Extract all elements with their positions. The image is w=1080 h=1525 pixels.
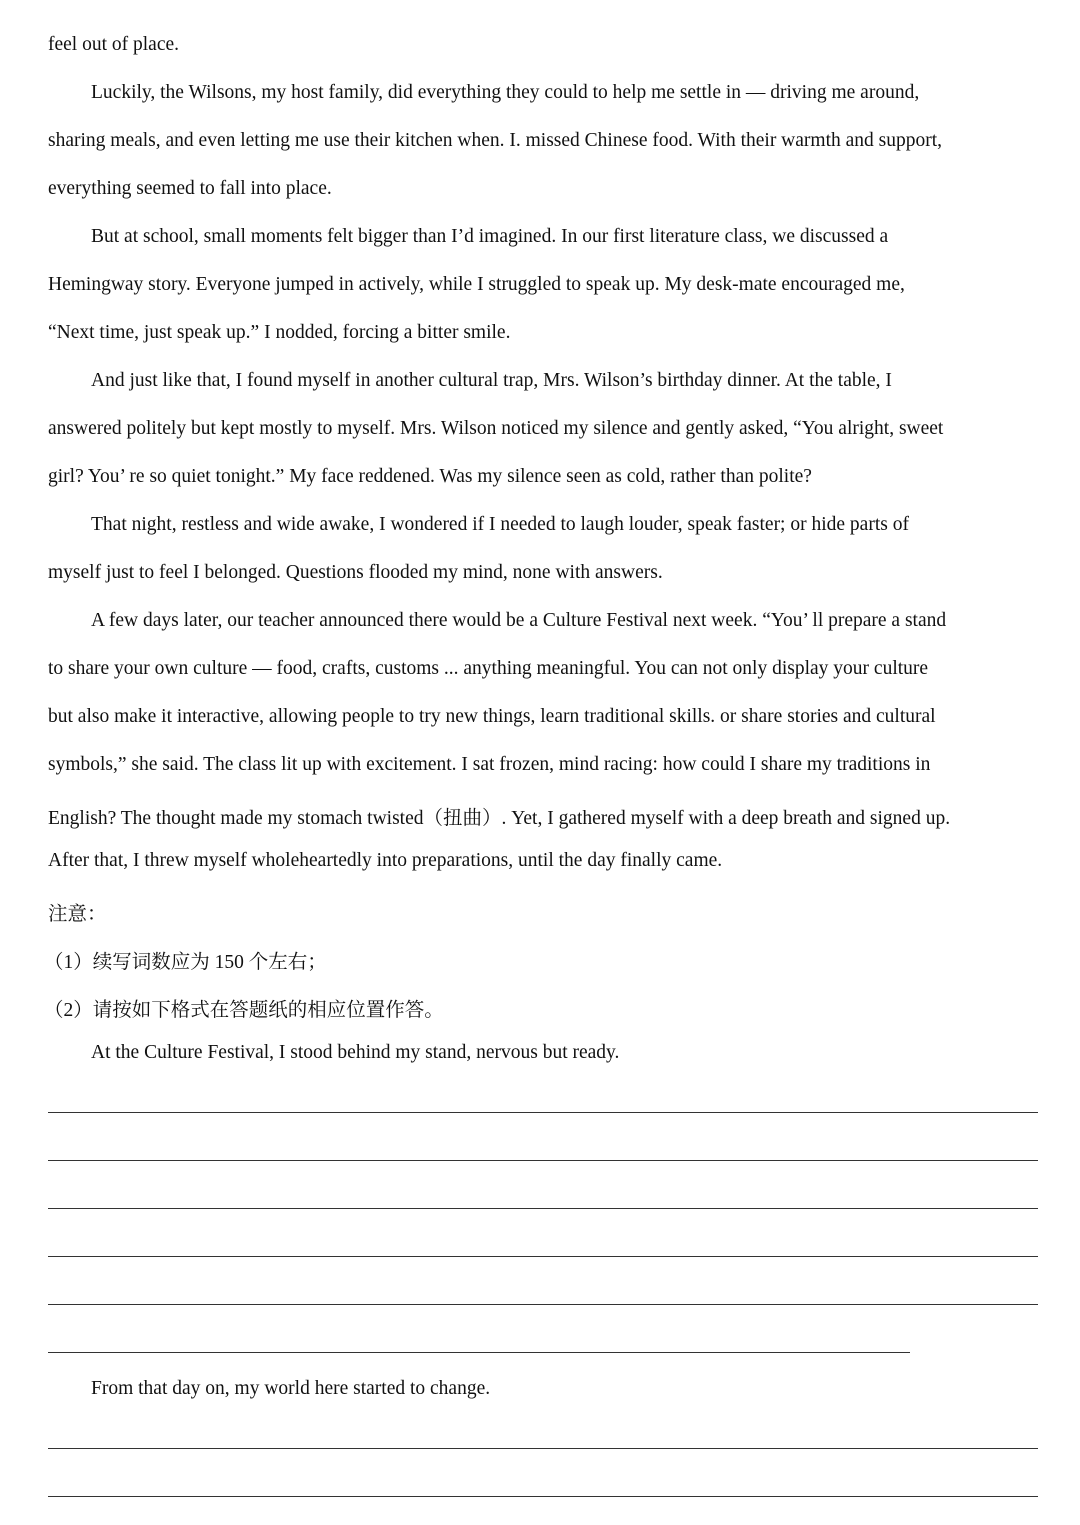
answer-line[interactable]: [48, 1112, 1038, 1113]
passage-line: sharing meals, and even letting me use their kitchen when. I. missed Chinese food. With their warmth and support,: [48, 130, 943, 151]
note-item-word-count: （1）续写词数应为 150 个左右；: [44, 952, 327, 973]
passage-line: And just like that, I found myself in another cultural trap, Mrs. Wilson’s birthday dinner. At the table, I: [91, 370, 892, 391]
answer-line[interactable]: [48, 1208, 1038, 1209]
passage-line: After that, I threw myself wholeheartedly into preparations, until the day finally came.: [48, 850, 723, 871]
passage-line: to share your own culture — food, crafts, customs ... anything meaningful. You can not only display your culture: [48, 658, 929, 679]
continuation-prompt-1: At the Culture Festival, I stood behind my stand, nervous but ready.: [91, 1042, 620, 1063]
passage-line: Hemingway story. Everyone jumped in actively, while I struggled to speak up. My desk-mate encouraged me,: [48, 274, 905, 295]
passage-line: answered politely but kept mostly to myself. Mrs. Wilson noticed my silence and gently asked, “You alright, sweet: [48, 418, 944, 439]
passage-line: feel out of place.: [48, 34, 180, 55]
passage-line: “Next time, just speak up.” I nodded, forcing a bitter smile.: [48, 322, 511, 343]
passage-line: myself just to feel I belonged. Questions flooded my mind, none with answers.: [48, 562, 663, 583]
passage-line: symbols,” she said. The class lit up with excitement. I sat frozen, mind racing: how could I share my traditions in: [48, 754, 931, 775]
answer-line[interactable]: [48, 1352, 910, 1353]
notes-heading: 注意：: [48, 904, 107, 925]
answer-line[interactable]: [48, 1160, 1038, 1161]
passage-line: Luckily, the Wilsons, my host family, did everything they could to help me settle in — driving me around,: [91, 82, 920, 103]
passage-line: English? The thought made my stomach twisted（扭曲）. Yet, I gathered myself with a deep breath and signed up.: [48, 808, 951, 829]
answer-line[interactable]: [48, 1304, 1038, 1305]
continuation-prompt-2: From that day on, my world here started to change.: [91, 1378, 491, 1399]
passage-line: but also make it interactive, allowing people to try new things, learn traditional skills. or share stories and cultural: [48, 706, 936, 727]
passage-line: girl? You’ re so quiet tonight.” My face reddened. Was my silence seen as cold, rather than polite?: [48, 466, 812, 487]
passage-line: A few days later, our teacher announced there would be a Culture Festival next week. “You’ ll prepare a stand: [91, 610, 947, 631]
answer-line[interactable]: [48, 1256, 1038, 1257]
passage-line: But at school, small moments felt bigger than I’d imagined. In our first literature class, we discussed a: [91, 226, 889, 247]
answer-line[interactable]: [48, 1448, 1038, 1449]
passage-line: everything seemed to fall into place.: [48, 178, 332, 199]
answer-line[interactable]: [48, 1496, 1038, 1497]
note-item-format: （2）请按如下格式在答题纸的相应位置作答。: [44, 1000, 444, 1021]
passage-line: That night, restless and wide awake, I wondered if I needed to laugh louder, speak faster; or hide parts of: [91, 514, 909, 535]
